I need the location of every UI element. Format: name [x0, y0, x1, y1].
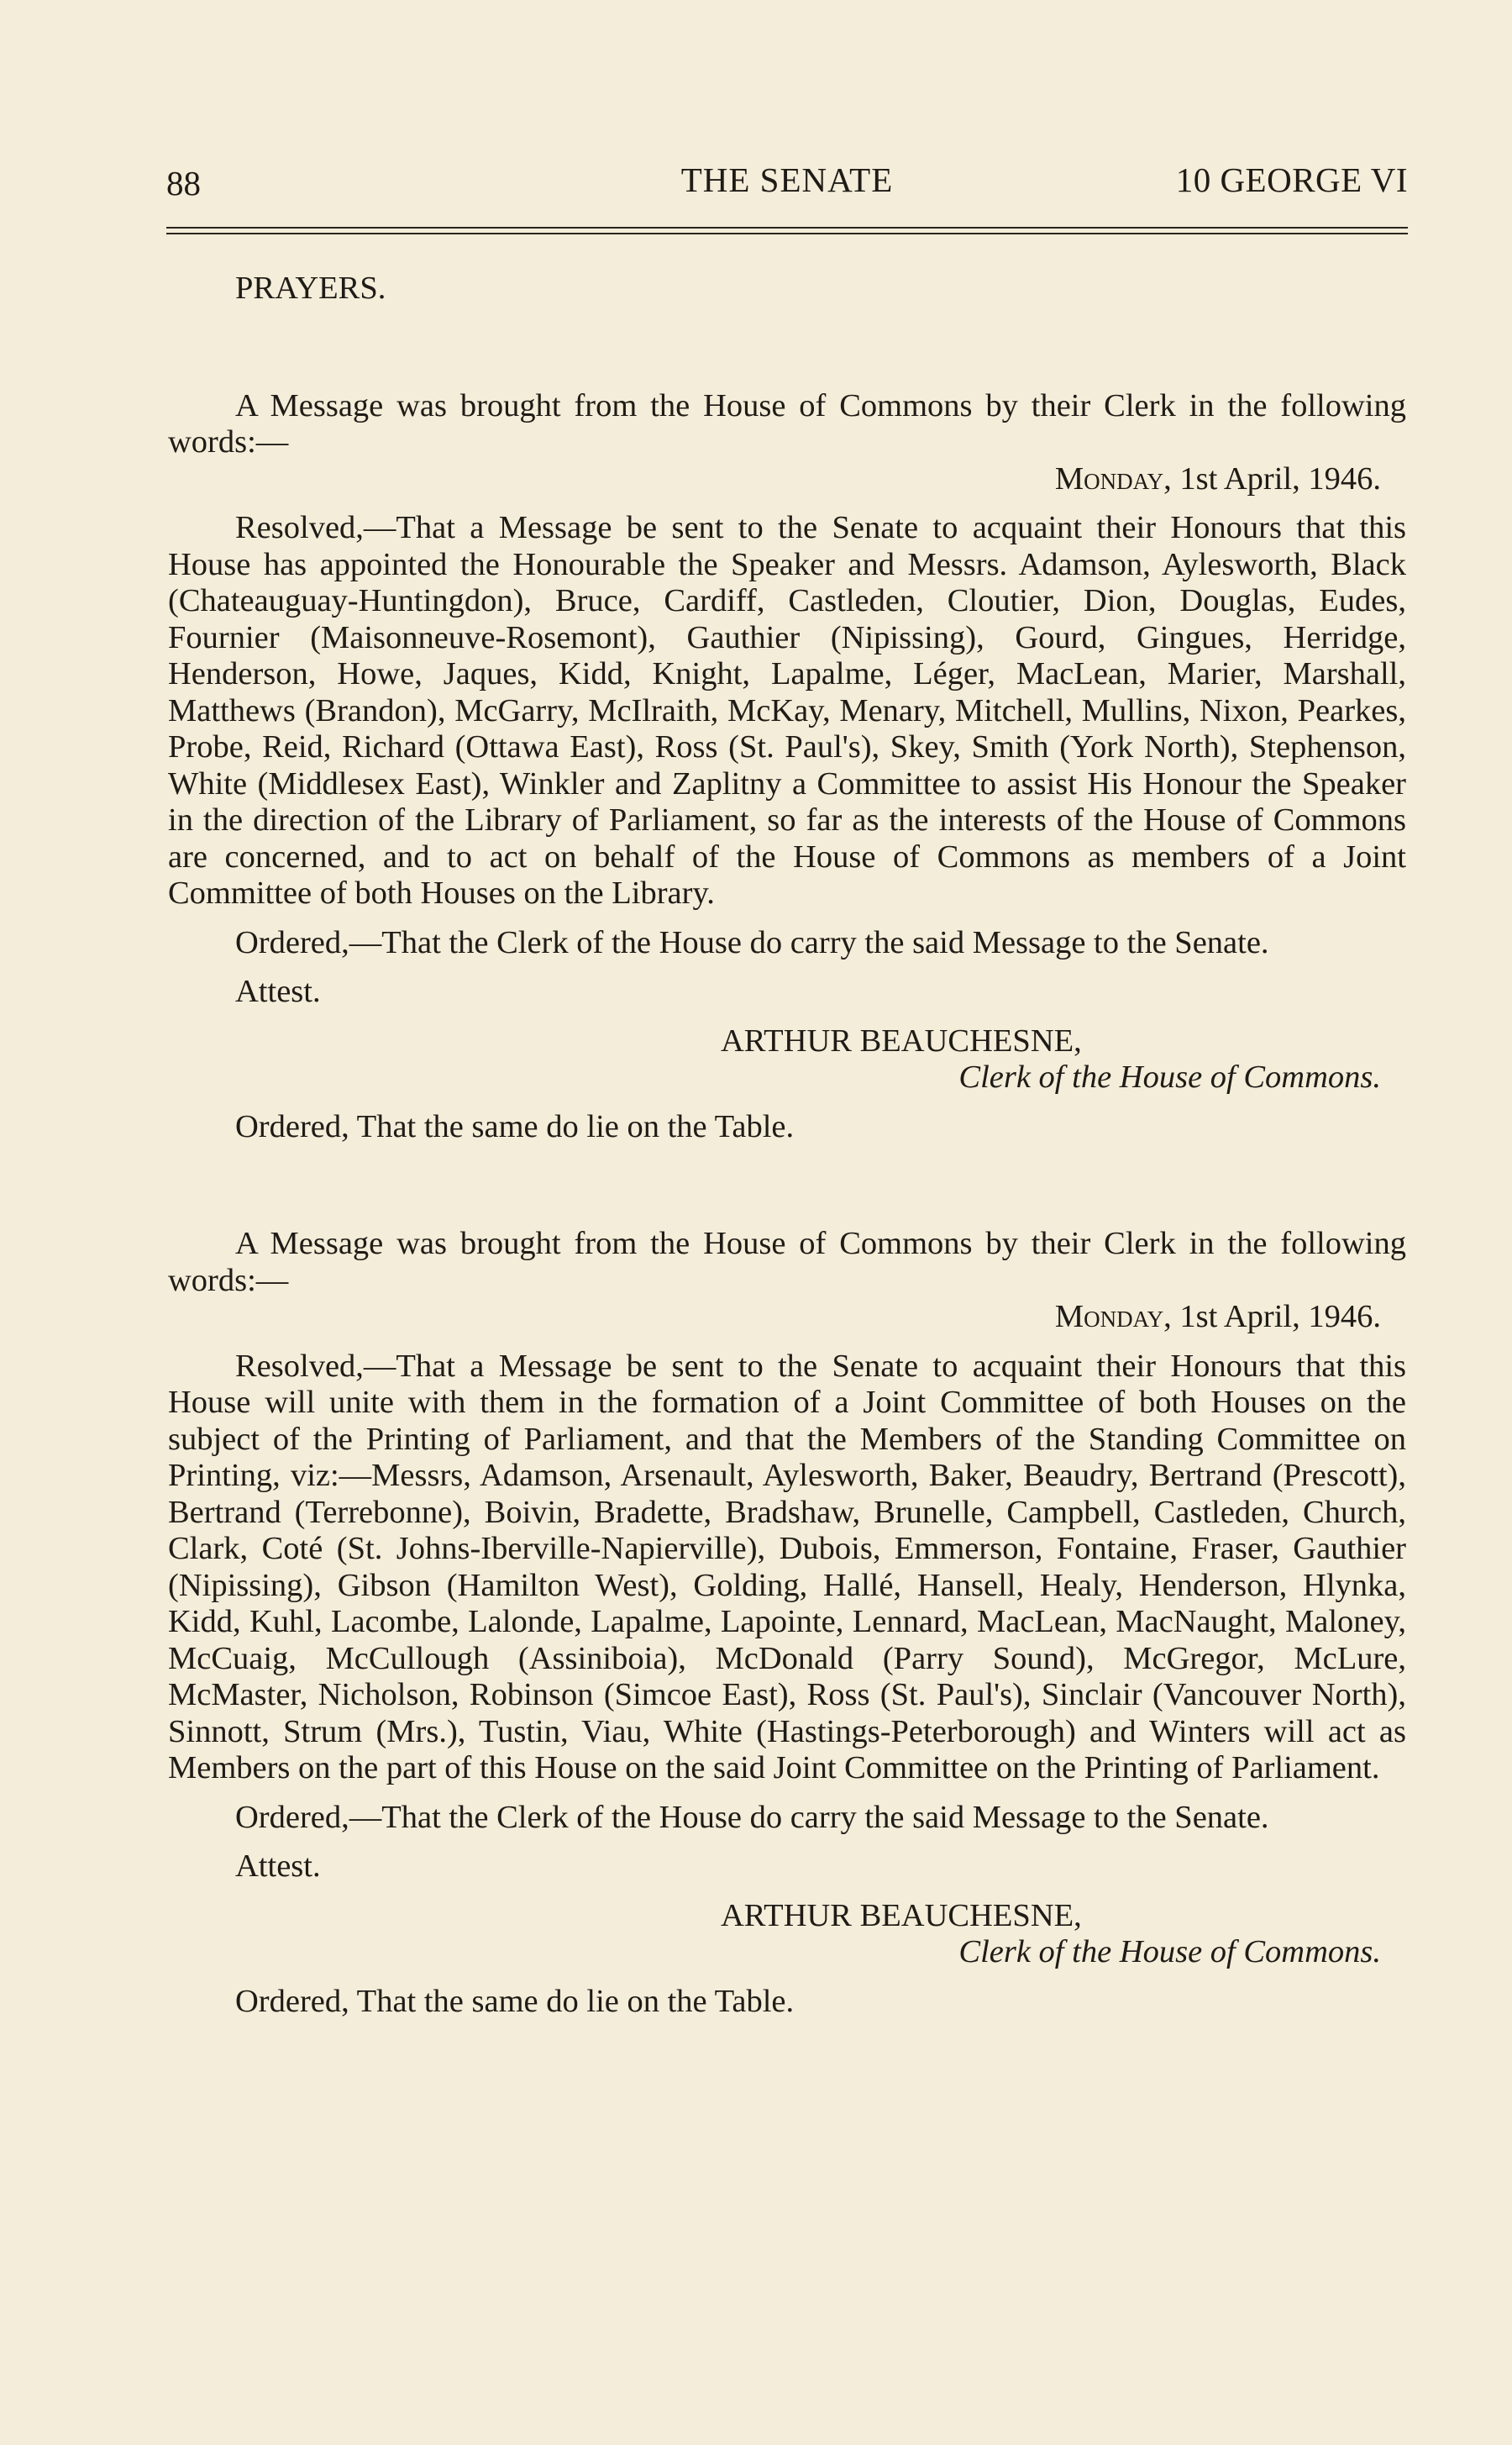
message-one	[168, 388, 1406, 1146]
message-one-signatory: ARTHUR BEAUCHESNE,	[721, 1023, 1082, 1059]
header-rule-bottom	[166, 233, 1408, 234]
regnal-year: 10 GEORGE VI	[1175, 160, 1408, 199]
message-one-attest: Attest.	[235, 974, 321, 1009]
message-two-date-rest: 1st April, 1946.	[1179, 1299, 1381, 1334]
message-one-signatory-title: Clerk of the House of Commons.	[958, 1060, 1381, 1095]
message-two	[168, 1226, 1406, 2020]
page-number: 88	[166, 164, 201, 202]
message-two-signatory: ARTHUR BEAUCHESNE,	[721, 1897, 1082, 1933]
header-rule-top	[166, 227, 1408, 229]
page-title: THE SENATE	[680, 160, 894, 199]
document-body	[168, 271, 1406, 2020]
message-two-signatory-title: Clerk of the House of Commons.	[958, 1934, 1381, 1969]
page-header	[166, 155, 1408, 205]
message-one-intro: A Message was brought from the House of Commons by their Clerk in the following words:—	[168, 387, 1406, 460]
message-one-tabled: Ordered, That the same do lie on the Table.	[235, 1108, 795, 1144]
message-two-ordered: Ordered,—That the Clerk of the House do carry the said Message to the Senate.	[235, 1799, 1269, 1835]
message-two-resolved: Resolved,—That a Message be sent to the Senate to acquaint their Honours that this House will unite with them in the formation of a Joint Committee of both Houses on the subject of the Printing of Parliament, and that the Members of the Standing Committee on Printing, viz:—Messrs, Adamson, Arsenault, Aylesworth, Baker, Beaudry, Bertrand (Prescott), Bertrand (Terrebonne), Boivin, Bradette, Bradshaw, Brunelle, Campbell, Castleden, Church, Clark, Coté (St. Johns-Iberville-Napierville), Dubois, Emmerson, Fontaine, Fraser, Gauthier (Nipissing), Gibson (Hamilton West), Golding, Hallé, Hansell, Healy, Henderson, Hlynka, Kidd, Kuhl, Lacombe, Lalonde, Lapalme, Lapointe, Lennard, MacLean, MacNaught, Maloney, McCuaig, McCullough (Assiniboia), McDonald (Parry Sound), McGregor, McLure, McMaster, Nicholson, Robinson (Simcoe East), Ross (St. Paul's), Sinclair (Vancouver North), Sinnott, Strum (Mrs.), Tustin, Viau, White (Hastings-Peterborough) and Winters will act as Members on the part of this House on the said Joint Committee on the Printing of Parliament.	[168, 1348, 1406, 1785]
message-two-date-day: Monday,	[1054, 1299, 1172, 1334]
message-one-resolved: Resolved,—That a Message be sent to the Senate to acquaint their Honours that this House has appointed the Honourable the Speaker and Messrs. Adamson, Aylesworth, Black (Chateauguay-Huntingdon), Bruce, Cardiff, Castleden, Cloutier, Dion, Douglas, Eudes, Fournier (Maisonneuve-Rosemont), Gauthier (Nipissing), Gourd, Gingues, Herridge, Henderson, Howe, Jaques, Kidd, Knight, Lapalme, Léger, MacLean, Marier, Marshall, Matthews (Brandon), McGarry, McIlraith, McKay, Menary, Mitchell, Mullins, Nixon, Pearkes, Probe, Reid, Richard (Ottawa East), Ross (St. Paul's), Skey, Smith (York North), Stephenson, White (Middlesex East), Winkler and Zaplitny a Committee to assist His Honour the Speaker in the direction of the Library of Parliament, so far as the interests of the House of Commons are concerned, and to act on behalf of the House of Commons as members of a Joint Committee of both Houses on the Library.	[168, 510, 1406, 911]
message-two-attest: Attest.	[235, 1848, 321, 1884]
message-one-ordered: Ordered,—That the Clerk of the House do carry the said Message to the Senate.	[235, 924, 1269, 960]
message-one-date-rest: 1st April, 1946.	[1179, 460, 1381, 497]
message-one-date-day: Monday,	[1054, 460, 1172, 497]
prayers-heading: PRAYERS.	[235, 271, 386, 306]
message-two-tabled: Ordered, That the same do lie on the Table.	[235, 1983, 795, 2019]
message-two-date	[168, 1299, 1406, 1336]
message-two-intro: A Message was brought from the House of Commons by their Clerk in the following words:—	[168, 1226, 1406, 1298]
message-one-date	[168, 461, 1406, 498]
